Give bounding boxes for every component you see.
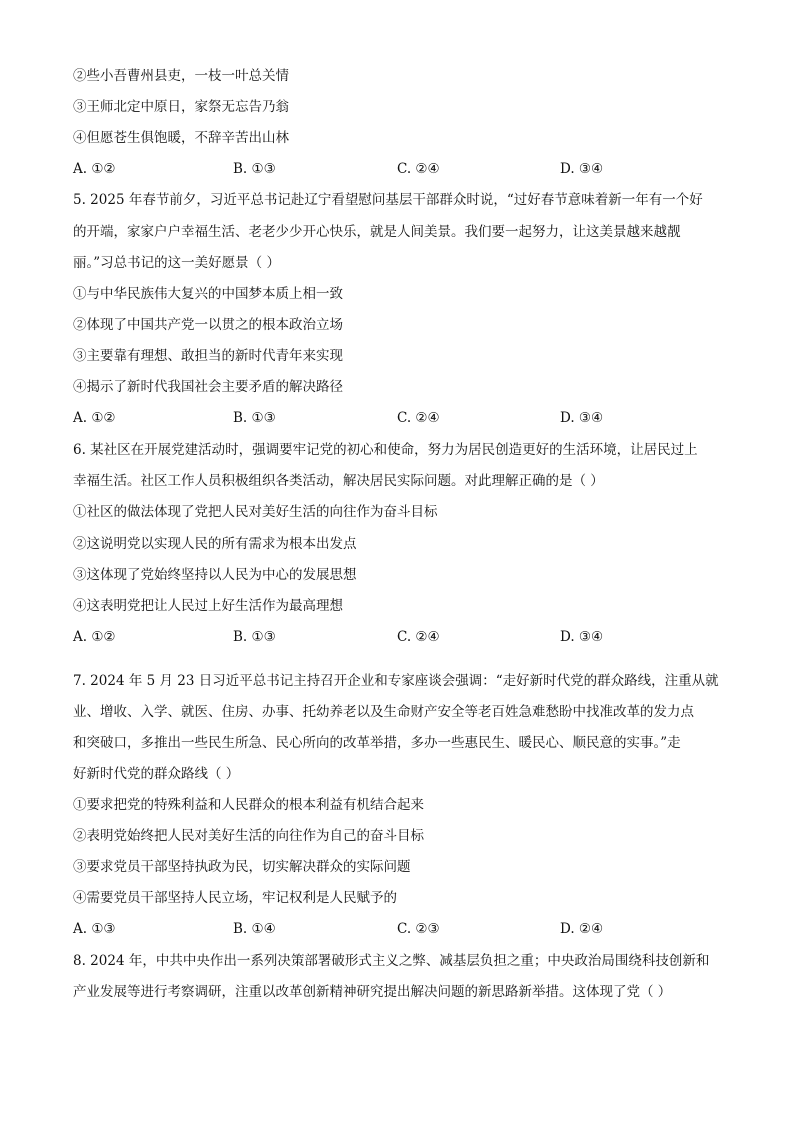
q6-option-b: B. ①③ [233, 629, 276, 645]
q4-options [73, 160, 723, 178]
q5-stem-line-1: 5. 2025 年春节前夕，习近平总书记赴辽宁看望慰问基层干部群众时说，“过好春节意味着新一年有一个好 [73, 192, 703, 208]
q5-options [73, 409, 723, 427]
q5-option-c: C. ②④ [397, 410, 440, 426]
q6-option-a: A. ①② [73, 629, 116, 645]
q6-item-1: ①社区的做法体现了党把人民对美好生活的向往作为奋斗目标 [73, 504, 438, 520]
q5-item-1: ①与中华民族伟大复兴的中国梦本质上相一致 [73, 286, 343, 302]
q5-item-3: ③主要靠有理想、敢担当的新时代青年来实现 [73, 348, 343, 364]
q4-option-b: B. ①③ [233, 161, 276, 177]
q7-stem-line-3: 和突破口，多推出一些民生所急、民心所向的改革举措，多办一些惠民生、暖民心、顺民意的实事。”走 [73, 735, 681, 751]
q6-item-3: ③这体现了党始终坚持以人民为中心的发展思想 [73, 567, 357, 583]
q6-option-d: D. ③④ [560, 629, 604, 645]
q5-item-4: ④揭示了新时代我国社会主要矛盾的解决路径 [73, 379, 343, 395]
q7-item-1: ①要求把党的特殊利益和人民群众的根本利益有机结合起来 [73, 797, 424, 813]
q8-stem-line-1: 8. 2024 年，中共中央作出一系列决策部署破形式主义之弊、减基层负担之重；中央政治局围绕科技创新和 [73, 953, 710, 969]
q7-stem-line-1: 7. 2024 年 5 月 23 日习近平总书记主持召开企业和专家座谈会强调：“走好新时代党的群众路线，注重从就 [73, 673, 719, 689]
q6-stem-line-2: 幸福生活。社区工作人员积极组织各类活动，解决居民实际问题。对此理解正确的是（ ） [73, 473, 604, 489]
q4-option-a: A. ①② [73, 161, 116, 177]
q7-item-2: ②表明党始终把人民对美好生活的向往作为自己的奋斗目标 [73, 828, 424, 844]
q7-item-4: ④需要党员干部坚持人民立场，牢记权利是人民赋予的 [73, 890, 397, 906]
q5-option-d: D. ③④ [560, 410, 604, 426]
q6-item-2: ②这说明党以实现人民的所有需求为根本出发点 [73, 536, 357, 552]
q7-option-d: D. ②④ [560, 921, 604, 937]
q6-options [73, 628, 723, 646]
q7-option-a: A. ①③ [73, 921, 116, 937]
q7-options [73, 920, 723, 938]
q6-option-c: C. ②④ [397, 629, 440, 645]
q6-stem-line-1: 6. 某社区在开展党建活动时，强调要牢记党的初心和使命，努力为居民创造更好的生活环境，让居民过上 [73, 442, 698, 458]
q5-item-2: ②体现了中国共产党一以贯之的根本政治立场 [73, 317, 343, 333]
q4-item-3: ③王师北定中原日，家祭无忘告乃翁 [73, 99, 289, 115]
q8-stem-line-2: 产业发展等进行考察调研，注重以改革创新精神研究提出解决问题的新思路新举措。这体现了党（ ） [73, 984, 672, 1000]
q4-option-c: C. ②④ [397, 161, 440, 177]
q7-stem-line-4: 好新时代党的群众路线（ ） [73, 766, 240, 782]
q5-option-b: B. ①③ [233, 410, 276, 426]
q5-option-a: A. ①② [73, 410, 116, 426]
q7-option-b: B. ①④ [233, 921, 276, 937]
q4-item-2: ②些小吾曹州县吏，一枝一叶总关情 [73, 68, 289, 84]
q7-stem-line-2: 业、增收、入学、就医、住房、办事、托幼养老以及生命财产安全等老百姓急难愁盼中找准改革的发力点 [73, 704, 694, 720]
q5-stem-line-2: 的开端，家家户户幸福生活、老老少少开心快乐，就是人间美景。我们要一起努力，让这美景越来越靓 [73, 224, 681, 240]
q4-item-4: ④但愿苍生俱饱暖，不辞辛苦出山林 [73, 130, 289, 146]
q6-item-4: ④这表明党把让人民过上好生活作为最高理想 [73, 598, 343, 614]
q4-option-d: D. ③④ [560, 161, 604, 177]
q5-stem-line-3: 丽。”习总书记的这一美好愿景（ ） [73, 255, 280, 271]
q7-option-c: C. ②③ [397, 921, 440, 937]
q7-item-3: ③要求党员干部坚持执政为民，切实解决群众的实际问题 [73, 859, 411, 875]
